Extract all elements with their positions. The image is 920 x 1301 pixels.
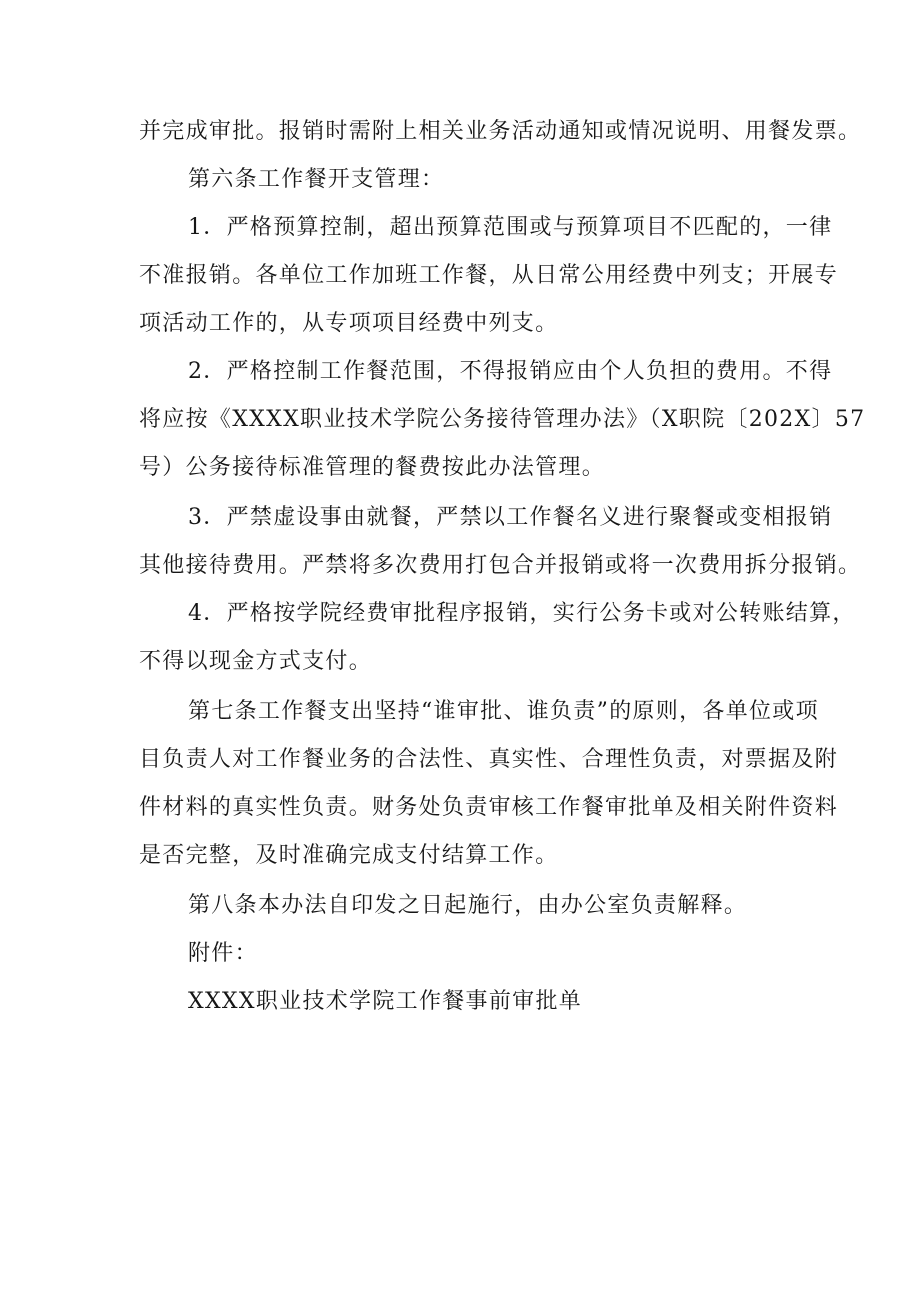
text-line: 不准报销。各单位工作加班工作餐，从日常公用经费中列支；开展专 — [139, 263, 839, 288]
text-line: 将应按《XXXX职业技术学院公务接待管理办法》（X职院〔202X〕57 — [139, 407, 866, 432]
text-line: 2．严格控制工作餐范围，不得报销应由个人负担的费用。不得 — [188, 359, 833, 384]
text-line: 并完成审批。报销时需附上相关业务活动通知或情况说明、用餐发票。 — [139, 119, 862, 144]
article-heading: 第八条本办法自印发之日起施行，由办公室负责解释。 — [188, 893, 748, 918]
text-line: 3．严禁虚设事由就餐，严禁以工作餐名义进行聚餐或变相报销 — [188, 505, 833, 530]
attachment-label: 附件： — [188, 941, 258, 966]
text-line: 1．严格预算控制，超出预算范围或与预算项目不匹配的，一律 — [188, 215, 833, 240]
text-line: 项活动工作的，从专项项目经费中列支。 — [139, 311, 559, 336]
text-line: 目负责人对工作餐业务的合法性、真实性、合理性负责，对票据及附 — [139, 747, 839, 772]
attachment-title: XXXX职业技术学院工作餐事前审批单 — [188, 989, 583, 1014]
text-line: 号）公务接待标准管理的餐费按此办法管理。 — [139, 455, 606, 480]
article-heading: 第七条工作餐支出坚持“谁审批、谁负责”的原则，各单位或项 — [188, 699, 819, 724]
text-line: 件材料的真实性负责。财务处负责审核工作餐审批单及相关附件资料 — [139, 795, 839, 820]
text-line: 是否完整，及时准确完成支付结算工作。 — [139, 843, 559, 868]
text-line: 4．严格按学院经费审批程序报销，实行公务卡或对公转账结算， — [188, 601, 856, 626]
article-heading: 第六条工作餐开支管理： — [188, 167, 445, 192]
text-line: 不得以现金方式支付。 — [139, 649, 373, 674]
text-line: 其他接待费用。严禁将多次费用打包合并报销或将一次费用拆分报销。 — [139, 553, 862, 578]
